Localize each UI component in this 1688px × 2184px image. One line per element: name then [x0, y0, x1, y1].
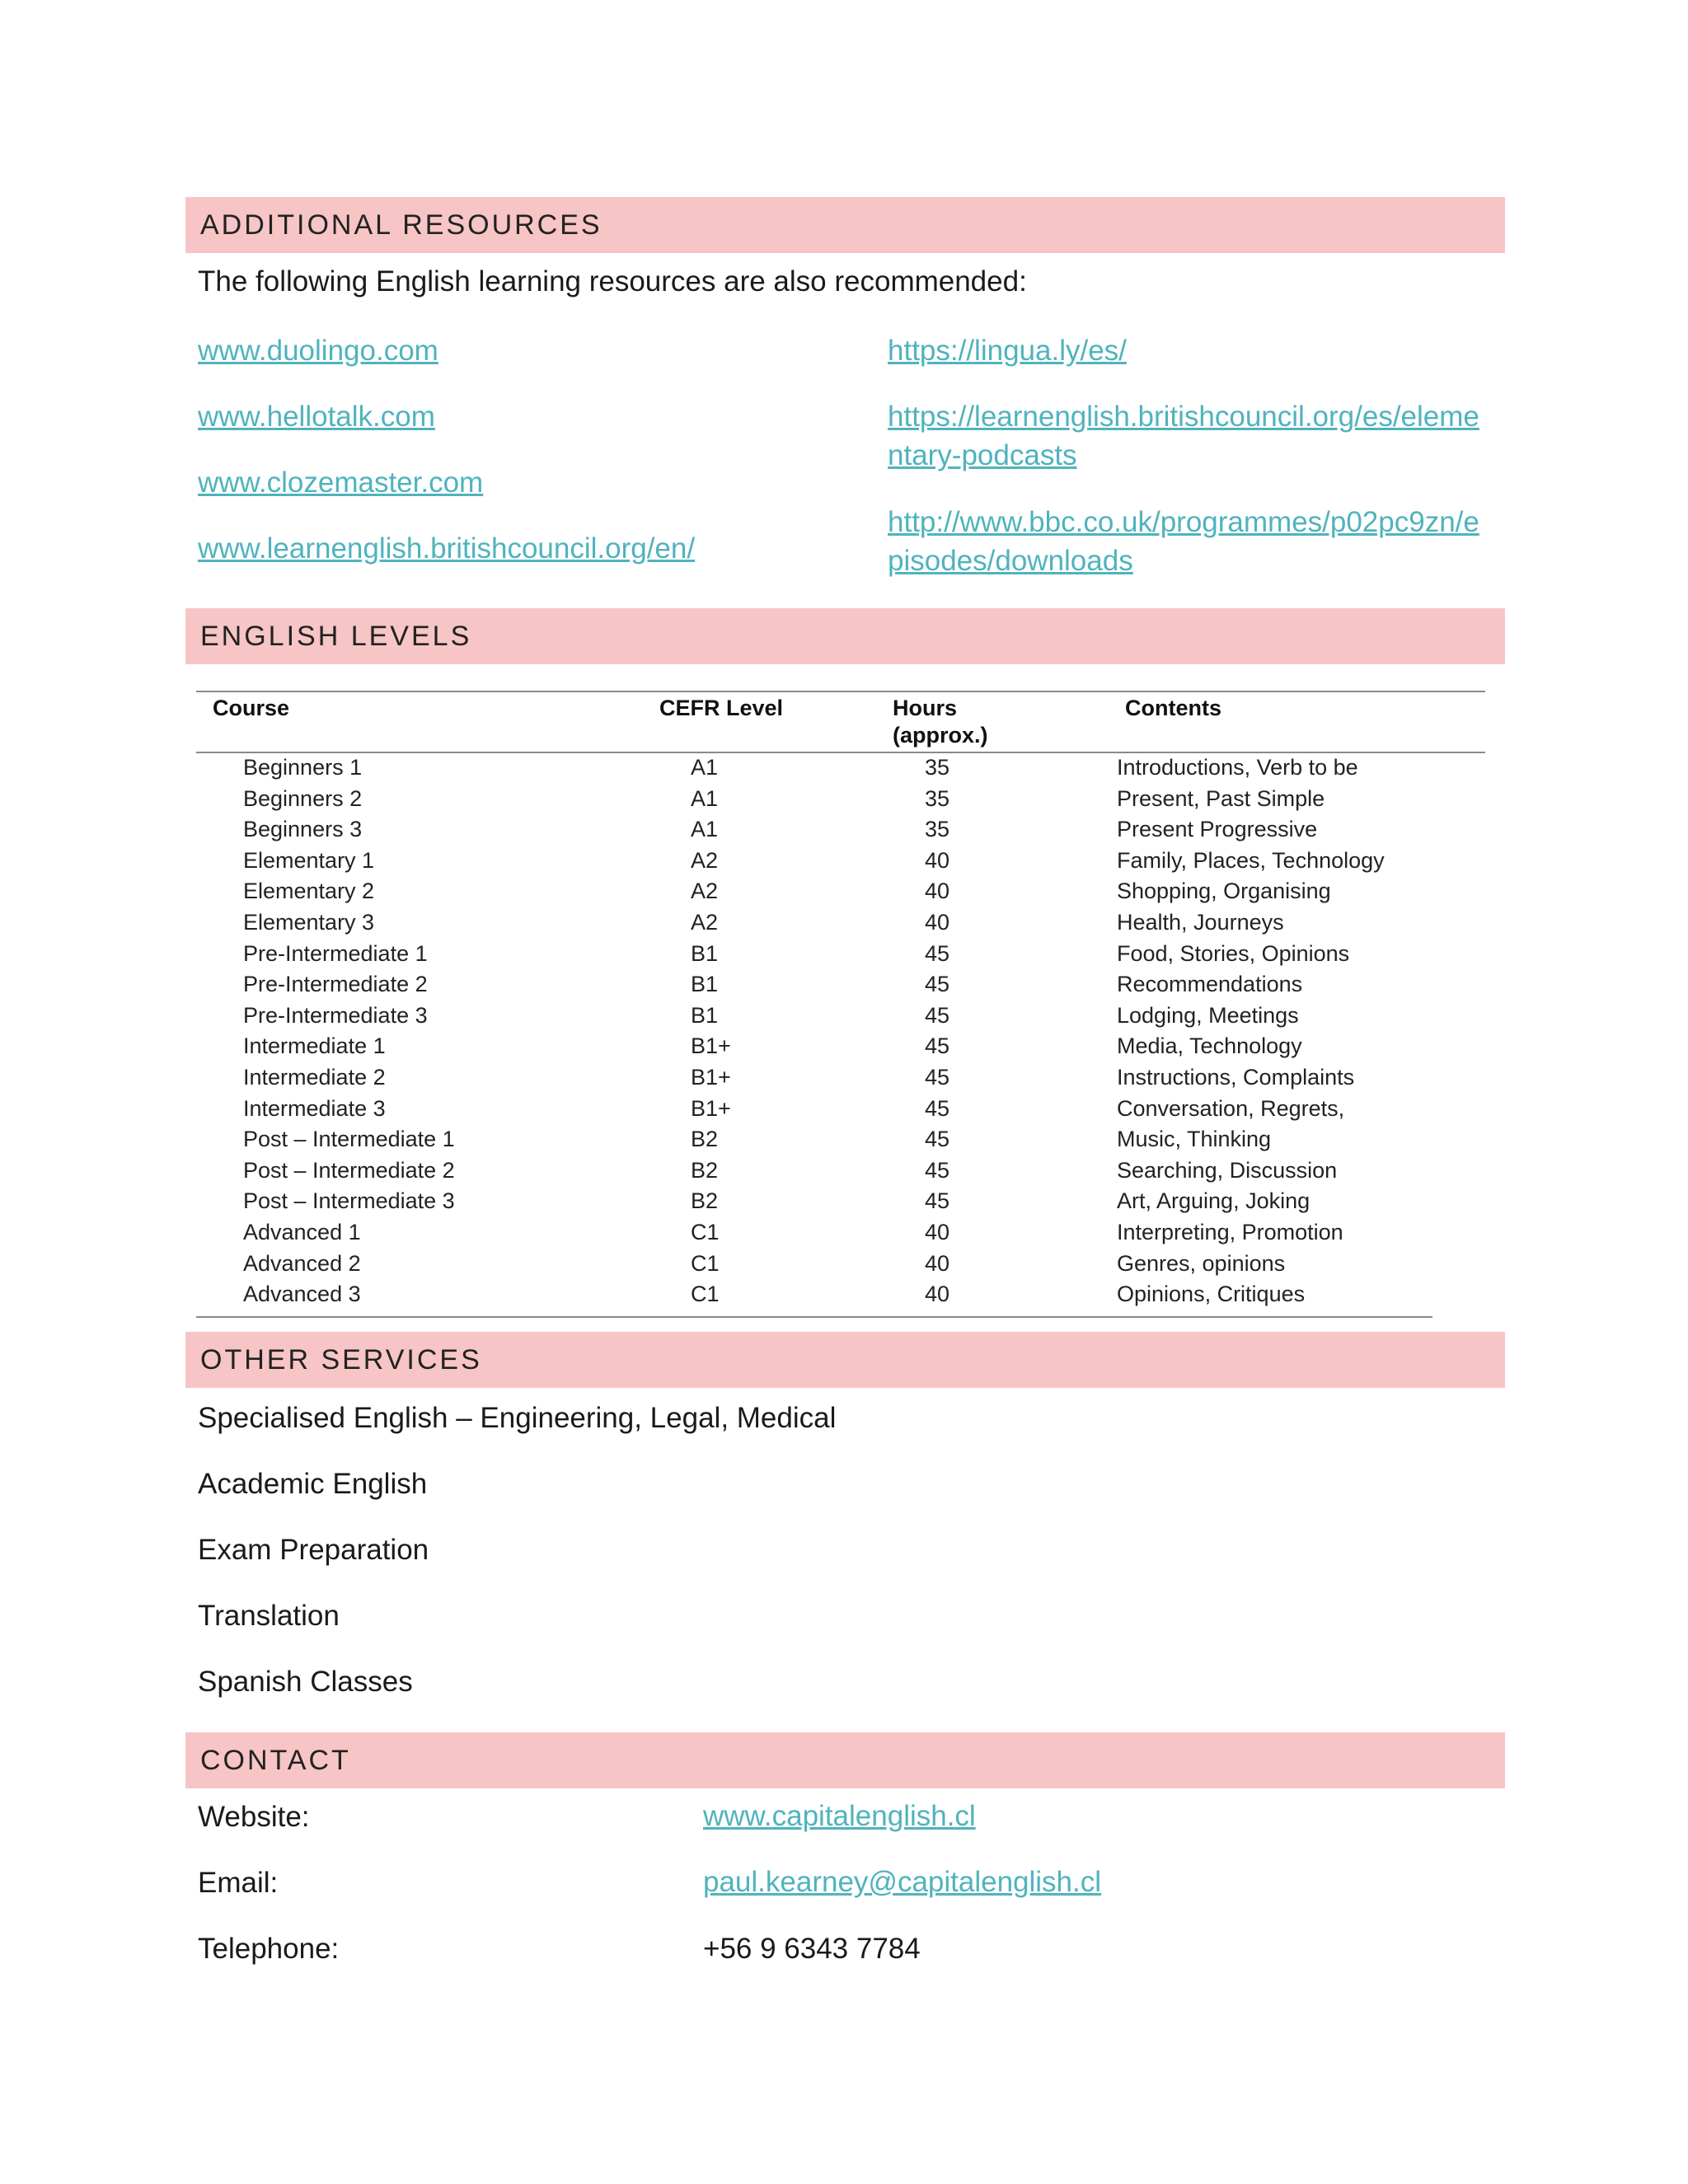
- cell-hours: 45: [925, 1095, 950, 1121]
- cell-course: Advanced 2: [243, 1250, 361, 1276]
- table-top-rule: [196, 691, 1485, 692]
- cell-contents: Family, Places, Technology: [1117, 847, 1385, 873]
- cell-cefr-level: B1+: [691, 1033, 731, 1059]
- cell-course: Intermediate 2: [243, 1065, 386, 1090]
- cell-cefr-level: C1: [691, 1250, 720, 1276]
- cell-contents: Genres, opinions: [1117, 1250, 1286, 1276]
- column-header-course: Course: [213, 696, 290, 720]
- cell-contents: Media, Technology: [1117, 1033, 1302, 1059]
- cell-course: Post – Intermediate 3: [243, 1188, 455, 1214]
- cell-hours: 45: [925, 1002, 950, 1028]
- column-header-contents: Contents: [1125, 696, 1221, 720]
- cell-cefr-level: B2: [691, 1127, 719, 1152]
- resource-link-duolingo[interactable]: www.duolingo.com: [198, 335, 438, 367]
- cell-course: Beginners 1: [243, 755, 363, 780]
- cell-course: Pre-Intermediate 1: [243, 940, 428, 966]
- cell-cefr-level: B2: [691, 1188, 719, 1214]
- cell-course: Pre-Intermediate 3: [243, 1002, 428, 1028]
- cell-cefr-level: B1+: [691, 1095, 731, 1121]
- cell-cefr-level: A1: [691, 755, 719, 780]
- section-title: ADDITIONAL RESOURCES: [200, 209, 603, 241]
- cell-contents: Searching, Discussion: [1117, 1157, 1338, 1183]
- cell-cefr-level: B2: [691, 1157, 719, 1183]
- cell-course: Intermediate 1: [243, 1033, 386, 1059]
- cell-course: Post – Intermediate 1: [243, 1127, 455, 1152]
- cell-hours: 40: [925, 847, 950, 873]
- section-title: ENGLISH LEVELS: [200, 620, 472, 652]
- cell-cefr-level: B1: [691, 940, 719, 966]
- telephone-label: Telephone:: [198, 1933, 340, 1965]
- cell-contents: Food, Stories, Opinions: [1117, 940, 1350, 966]
- cell-course: Elementary 1: [243, 847, 375, 873]
- cell-hours: 40: [925, 879, 950, 904]
- cell-contents: Interpreting, Promotion: [1117, 1220, 1343, 1244]
- cell-contents: Instructions, Complaints: [1117, 1065, 1355, 1090]
- service-item: Specialised English – Engineering, Legal, Medical: [198, 1402, 837, 1434]
- resource-link-clozemaster[interactable]: www.clozemaster.com: [198, 466, 484, 499]
- cell-contents: Lodging, Meetings: [1117, 1002, 1299, 1028]
- cell-cefr-level: C1: [691, 1282, 720, 1307]
- cell-hours: 35: [925, 785, 950, 811]
- cell-course: Advanced 1: [243, 1220, 361, 1244]
- email-link[interactable]: paul.kearney@capitalenglish.cl: [703, 1866, 1102, 1898]
- cell-hours: 35: [925, 755, 950, 780]
- cell-hours: 45: [925, 972, 950, 997]
- cell-hours: 40: [925, 1250, 950, 1276]
- cell-course: Pre-Intermediate 2: [243, 972, 428, 997]
- cell-contents: Health, Journeys: [1117, 910, 1284, 935]
- cell-cefr-level: A2: [691, 879, 719, 904]
- cell-contents: Present, Past Simple: [1117, 785, 1325, 811]
- cell-contents: Conversation, Regrets,: [1117, 1095, 1345, 1121]
- cell-hours: 40: [925, 1282, 950, 1307]
- resource-link-lingua[interactable]: https://lingua.ly/es/: [888, 335, 1127, 367]
- cell-contents: Present Progressive: [1117, 817, 1318, 842]
- section-header-additional-resources: [185, 197, 1505, 253]
- resource-link-hellotalk[interactable]: www.hellotalk.com: [198, 401, 435, 433]
- cell-contents: Music, Thinking: [1117, 1127, 1272, 1152]
- cell-hours: 45: [925, 940, 950, 966]
- cell-hours: 45: [925, 1127, 950, 1152]
- cell-hours: 45: [925, 1033, 950, 1059]
- cell-hours: 35: [925, 817, 950, 842]
- section-header-english-levels: [185, 608, 1505, 664]
- cell-hours: 45: [925, 1065, 950, 1090]
- cell-hours: 40: [925, 1220, 950, 1244]
- cell-course: Post – Intermediate 2: [243, 1157, 455, 1183]
- column-header-hours: Hours (approx.): [893, 696, 988, 748]
- service-item: Translation: [198, 1600, 340, 1632]
- service-item: Academic English: [198, 1468, 428, 1500]
- cell-cefr-level: A1: [691, 785, 719, 811]
- cell-contents: Art, Arguing, Joking: [1117, 1188, 1311, 1214]
- telephone-value: +56 9 6343 7784: [703, 1933, 921, 1965]
- service-item: Spanish Classes: [198, 1666, 413, 1698]
- service-item: Exam Preparation: [198, 1534, 429, 1566]
- column-header-cefr: CEFR Level: [659, 696, 784, 720]
- cell-contents: Shopping, Organising: [1117, 879, 1331, 904]
- resource-link-elementary-podcasts[interactable]: https://learnenglish.britishcouncil.org/es/elementary-podcasts: [888, 401, 1479, 471]
- cell-contents: Introductions, Verb to be: [1117, 755, 1358, 780]
- cell-course: Intermediate 3: [243, 1095, 386, 1121]
- cell-course: Advanced 3: [243, 1282, 361, 1307]
- section-title: OTHER SERVICES: [200, 1343, 482, 1376]
- cell-course: Beginners 2: [243, 785, 363, 811]
- email-label: Email:: [198, 1867, 279, 1899]
- section-header-contact: [185, 1732, 1505, 1788]
- cell-cefr-level: B1: [691, 972, 719, 997]
- cell-hours: 45: [925, 1188, 950, 1214]
- table-header-rule: [196, 752, 1485, 753]
- section-title: CONTACT: [200, 1744, 351, 1776]
- cell-cefr-level: A2: [691, 847, 719, 873]
- cell-hours: 40: [925, 910, 950, 935]
- cell-course: Elementary 2: [243, 879, 375, 904]
- resources-intro: The following English learning resources are also recommended:: [198, 265, 1027, 298]
- cell-cefr-level: C1: [691, 1220, 720, 1244]
- cell-cefr-level: B1: [691, 1002, 719, 1028]
- website-label: Website:: [198, 1801, 310, 1833]
- cell-contents: Recommendations: [1117, 972, 1303, 997]
- cell-course: Beginners 3: [243, 817, 363, 842]
- table-bottom-rule: [196, 1316, 1432, 1318]
- cell-hours: 45: [925, 1157, 950, 1183]
- section-header-other-services: [185, 1332, 1505, 1388]
- cell-cefr-level: A1: [691, 817, 719, 842]
- cell-contents: Opinions, Critiques: [1117, 1282, 1306, 1307]
- resource-link-bbc-downloads[interactable]: http://www.bbc.co.uk/programmes/p02pc9zn/episodes/downloads: [888, 506, 1479, 577]
- cell-cefr-level: A2: [691, 910, 719, 935]
- cell-course: Elementary 3: [243, 910, 375, 935]
- cell-cefr-level: B1+: [691, 1065, 731, 1090]
- website-link[interactable]: www.capitalenglish.cl: [703, 1800, 976, 1832]
- resource-link-learnenglish[interactable]: www.learnenglish.britishcouncil.org/en/: [198, 532, 696, 565]
